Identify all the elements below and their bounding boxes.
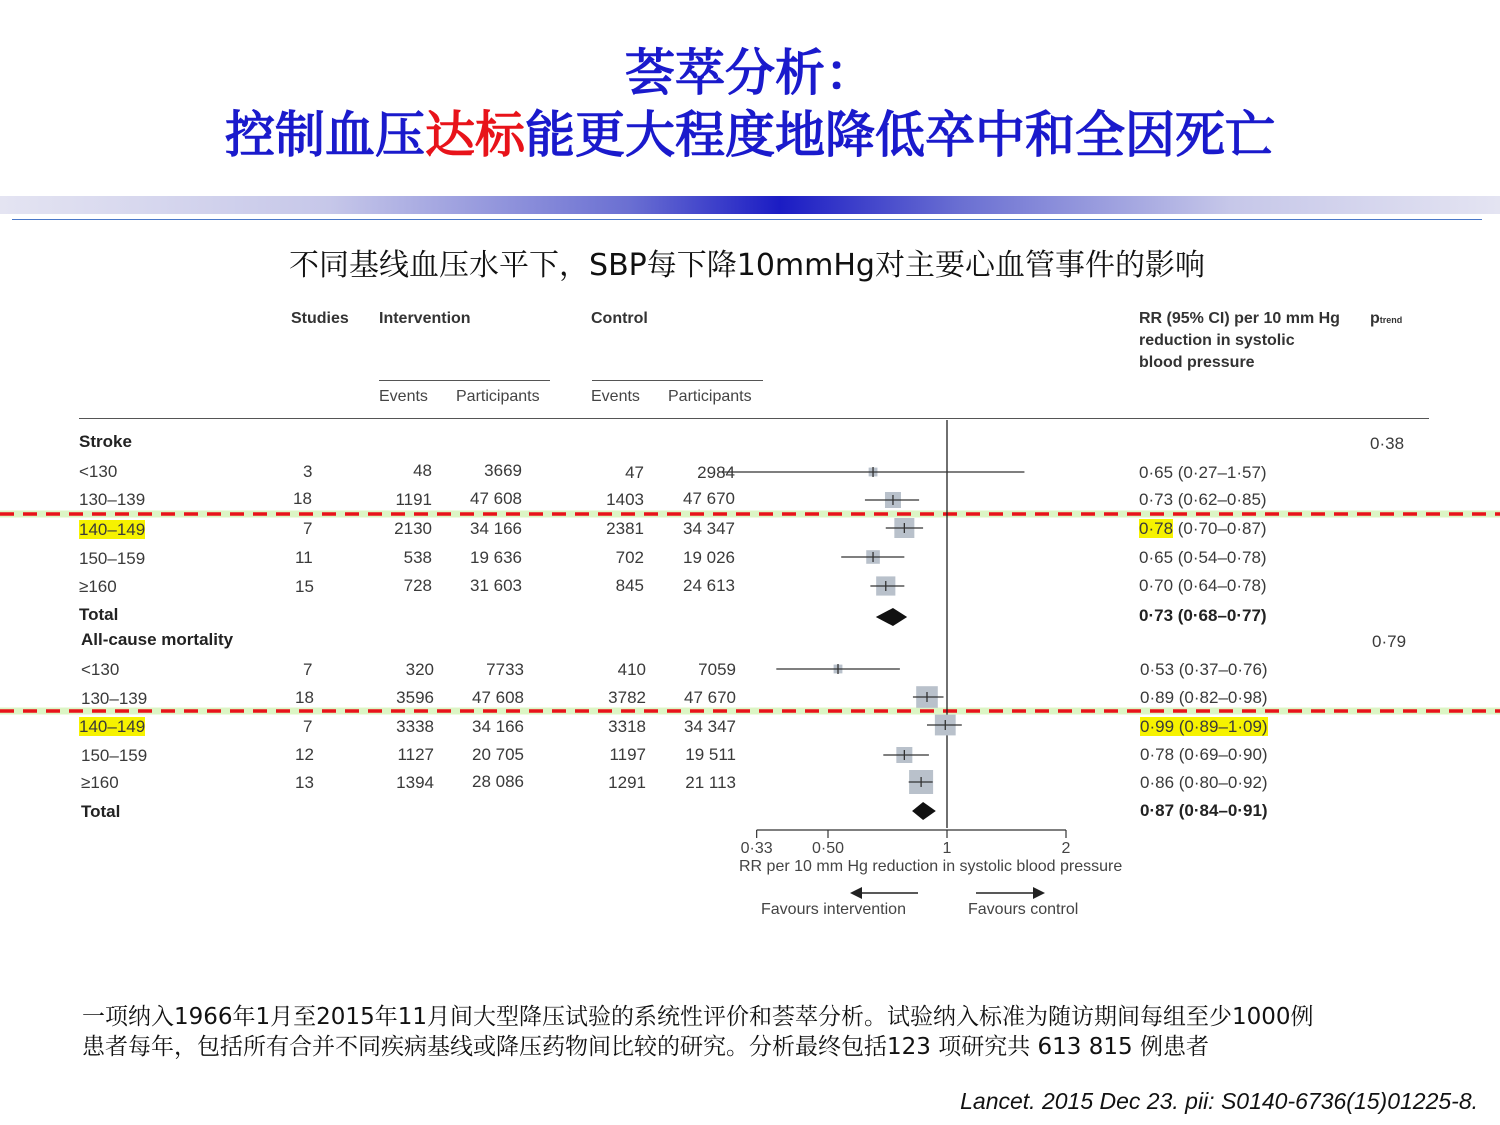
row-int-events: 538 (403, 548, 432, 567)
row-int-participants: 3669 (484, 461, 522, 480)
favours-control-label: Favours control (968, 901, 1079, 918)
total-label-stroke: Total (79, 605, 119, 624)
row-rr-value: 0·78 (1140, 745, 1175, 764)
row-rr-ci: (0·54–0·78) (1177, 548, 1267, 567)
row-int-events: 1191 (395, 490, 432, 509)
description-line2: 患者每年，包括所有合并不同疾病基线或降压药物间比较的研究。分析最终包括123 项研究共 613 815 例患者 (82, 1034, 1209, 1060)
row-rr-value: 0·99 (1140, 717, 1175, 736)
row-studies: 12 (295, 745, 314, 764)
row-int-events: 48 (413, 461, 432, 480)
row-rr-ci: (0·80–0·92) (1178, 773, 1268, 792)
header-intervention: Intervention (379, 310, 471, 327)
title-highlight: 达标 (425, 106, 525, 164)
x-axis-label: RR per 10 mm Hg reduction in systolic blood pressure (739, 858, 1123, 875)
forest-plot-marks (722, 420, 1024, 828)
header-studies: Studies (291, 310, 349, 327)
header-ctl-events: Events (591, 388, 640, 405)
row-int-events: 320 (405, 660, 434, 679)
row-label: ≥160 (81, 773, 119, 792)
row-ctl-events: 1291 (608, 773, 646, 792)
citation: Lancet. 2015 Dec 23. pii: S0140-6736(15)01225-8. (960, 1088, 1478, 1114)
total-label-mortality: Total (81, 802, 121, 821)
row-studies: 11 (295, 548, 313, 567)
row-ctl-participants: 2984 (697, 463, 735, 482)
row-studies: 13 (295, 773, 314, 792)
row-ctl-events: 47 (625, 463, 644, 482)
row-int-events: 3338 (396, 717, 434, 736)
row-int-participants: 31 603 (470, 576, 522, 595)
row-studies: 7 (303, 660, 313, 679)
row-ctl-events: 845 (615, 576, 644, 595)
row-ctl-participants: 21 113 (685, 773, 736, 792)
header-control: Control (591, 310, 648, 327)
row-int-participants: 47 608 (470, 489, 522, 508)
total-rr-ci: (0·84–0·91) (1178, 801, 1268, 820)
row-rr-ci: (0·62–0·85) (1177, 490, 1267, 509)
row-ctl-events: 1197 (609, 745, 646, 764)
row-ctl-participants: 34 347 (684, 717, 736, 736)
row-int-participants: 47 608 (472, 688, 524, 707)
header-int-events: Events (379, 388, 428, 405)
row-label: 130–139 (81, 689, 148, 708)
row-ctl-events: 3782 (608, 688, 646, 707)
total-rr-value: 0·73 (1139, 606, 1174, 625)
row-studies: 7 (303, 717, 313, 736)
row-ctl-participants: 34 347 (683, 519, 735, 538)
row-studies: 3 (303, 462, 313, 481)
x-tick-label: 0·50 (811, 840, 845, 857)
header-ptrend-sub: trend (1379, 315, 1403, 325)
row-rr-ci: (0·82–0·98) (1178, 688, 1268, 707)
title-part-1: 控制血压 (225, 106, 425, 164)
row-ctl-participants: 47 670 (683, 489, 735, 508)
total-rr-ci: (0·68–0·77) (1177, 606, 1267, 625)
row-label: <130 (81, 660, 120, 679)
row-studies: 15 (295, 577, 314, 596)
row-rr-value: 0·89 (1140, 688, 1175, 707)
row-int-participants: 28 086 (472, 772, 524, 791)
row-rr-ci: (0·37–0·76) (1178, 660, 1268, 679)
row-int-events: 728 (403, 576, 432, 595)
row-label: ≥160 (79, 577, 117, 596)
header-rr-line2: reduction in systolic (1139, 332, 1295, 349)
favours-intervention-label: Favours intervention (761, 901, 906, 918)
row-ctl-events: 1403 (606, 490, 644, 509)
header-int-participants: Participants (456, 388, 540, 405)
row-int-events: 2130 (394, 519, 432, 538)
group-label-mortality: All-cause mortality (81, 630, 234, 649)
row-rr-value: 0·73 (1139, 490, 1174, 509)
chart-subtitle: 不同基线血压水平下，SBP每下降10mmHg对主要心血管事件的影响 (289, 248, 1205, 283)
study-description (82, 1002, 1412, 1062)
ptrend-mortality: 0·79 (1372, 632, 1407, 651)
x-tick-label: 1 (942, 840, 952, 857)
x-tick-label: 2 (1061, 840, 1071, 857)
row-ctl-participants: 7059 (698, 660, 736, 679)
row-rr-ci: (0·89–1·09) (1178, 717, 1268, 736)
row-rr-ci: (0·69–0·90) (1178, 745, 1268, 764)
total-diamond (912, 802, 936, 820)
row-int-events: 1394 (396, 773, 434, 792)
row-label: 150–159 (79, 549, 146, 568)
row-ctl-participants: 19 511 (685, 745, 736, 764)
total-diamond (876, 608, 907, 626)
group-label-stroke: Stroke (79, 432, 132, 451)
header-rr-line3: blood pressure (1139, 354, 1255, 371)
row-int-events: 1127 (397, 745, 434, 764)
row-rr-value: 0·65 (1139, 463, 1174, 482)
arrow-left-icon (850, 887, 862, 899)
row-studies: 18 (295, 688, 314, 707)
header-ctl-participants: Participants (668, 388, 752, 405)
total-rr-value: 0·87 (1140, 801, 1175, 820)
arrow-right-icon (1033, 887, 1045, 899)
row-int-participants: 34 166 (470, 519, 522, 538)
row-int-participants: 19 636 (470, 548, 522, 567)
row-rr-value: 0·86 (1140, 773, 1175, 792)
row-label: 150–159 (81, 746, 148, 765)
x-tick-label: 0·33 (740, 840, 773, 857)
row-rr-ci: (0·27–1·57) (1177, 463, 1267, 482)
row-rr-value: 0·53 (1140, 660, 1175, 679)
row-int-participants: 7733 (486, 660, 524, 679)
row-studies: 7 (303, 519, 313, 538)
title-part-2: 能更大程度地降低卒中和全因死亡 (525, 106, 1275, 164)
row-label: <130 (79, 462, 118, 481)
slide-title-line1: 荟萃分析： (625, 44, 875, 102)
row-rr-ci: (0·70–0·87) (1177, 519, 1267, 538)
row-rr-value: 0·65 (1139, 548, 1174, 567)
row-label-highlighted: 140–149 (79, 520, 146, 539)
ptrend-stroke: 0·38 (1370, 434, 1405, 453)
row-label-highlighted: 140–149 (79, 717, 146, 736)
row-ctl-participants: 24 613 (683, 576, 735, 595)
row-label: 130–139 (79, 490, 146, 509)
row-studies: 18 (293, 489, 312, 508)
row-ctl-events: 2381 (606, 519, 644, 538)
row-ctl-participants: 19 026 (683, 548, 735, 567)
row-int-participants: 34 166 (472, 717, 524, 736)
highlight-dashed-lines (0, 514, 1500, 711)
row-int-participants: 20 705 (472, 745, 524, 764)
row-rr-value-highlighted: 0·78 (1139, 519, 1174, 538)
row-ctl-events: 702 (615, 548, 644, 567)
description-line1: 一项纳入1966年1月至2015年11月间大型降压试验的系统性评价和荟萃分析。试验纳入标准为随访期间每组至少1000例 (82, 1004, 1314, 1030)
row-rr-ci: (0·64–0·78) (1177, 576, 1267, 595)
row-ctl-events: 3318 (608, 717, 646, 736)
row-rr-value: 0·70 (1139, 576, 1174, 595)
header-rr-line1: RR (95% CI) per 10 mm Hg (1139, 310, 1340, 327)
row-ctl-participants: 47 670 (684, 688, 736, 707)
row-ctl-events: 410 (617, 660, 646, 679)
row-int-events: 3596 (396, 688, 434, 707)
header-ptrend-p: p (1370, 310, 1380, 327)
